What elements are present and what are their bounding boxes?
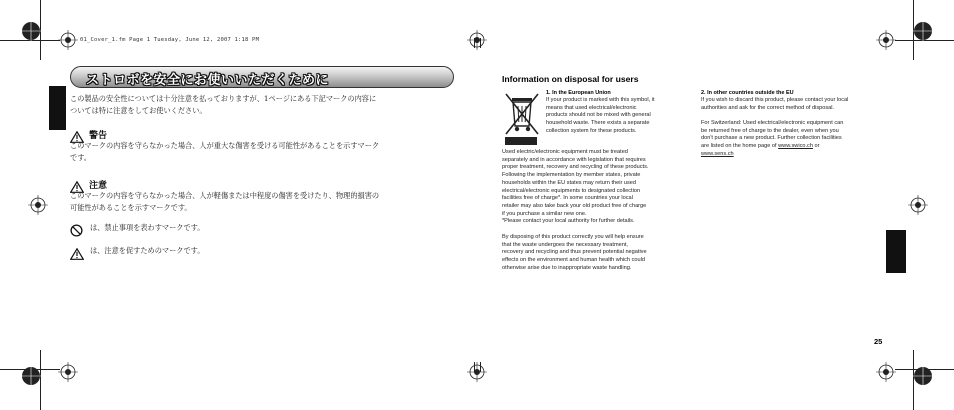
registration-mark-icon [28,195,48,215]
right-edge-tab [886,230,906,273]
warning-text-line: です。 [70,152,91,162]
section-title: ストロボを安全にお使いいただくために [86,73,330,88]
paragraph-line: effects on the environment and human health which could [502,257,645,264]
eu-line: collection system for these products. [546,127,637,134]
sens-link[interactable]: www.sens.ch [701,150,734,157]
paragraph-line: be returned free of charge to the dealer, even when you [701,127,839,134]
eu-line: means that used electrical/electronic [546,104,637,111]
registration-mark-icon [467,362,487,382]
warning-text [70,140,460,163]
paragraph-line: electrical/electronic equipments to designated collection [502,187,641,194]
section-title-banner [70,66,454,88]
paragraph-line: Used electric/electronic equipment must be treated [502,149,628,155]
registration-mark-icon [58,362,78,382]
prohibition-circle-icon [70,222,83,241]
prohibit-legend-text: は、禁止事項を表わすマークです。 [90,223,205,232]
switzerland-paragraph [701,120,891,159]
paragraph-line: otherwise arise due to inappropriate waste handling. [502,264,632,271]
other-countries-heading: 2. In other countries outside the EU [701,90,794,96]
paragraph-line: retailer may also take back your old product free of charge [502,202,647,209]
caution-text-line: このマークの内容を守らなかった場合、人が軽傷または中程度の傷害を受けたり、物理的損害の [70,191,380,200]
paragraph-line: that the waste undergoes the necessary treatment, [502,241,628,248]
eu-heading: 1. In the European Union [546,90,611,96]
paragraph-line: Following the implementation by member states, private [502,172,641,179]
warning-heading: 警告 [89,131,108,141]
warning-triangle-icon [70,245,84,264]
paragraph-line [701,151,891,159]
attention-legend-text: は、注意を促すためのマークです。 [90,246,205,255]
registration-mark-icon [876,30,896,50]
intro-line: ついては特に注意をしてお使いください。 [70,105,207,115]
paragraph-line: proper treatment, recovery and recycling of these products. [502,164,649,171]
paragraph-line: If you wish to discard this product, please contact your local [701,97,849,103]
paragraph-line: By disposing of this product correctly you will help ensure [502,234,644,240]
eu-line: household waste. There exists a separate [546,120,650,127]
benefit-paragraph [502,234,692,273]
eu-line: If your product is marked with this symbol, it [546,97,655,103]
registration-mark-icon [876,362,896,382]
registration-mark-icon [467,30,487,50]
other-countries-paragraph [701,97,891,112]
paragraph-line: if you purchase a similar new one. [502,210,587,217]
registration-mark-icon [21,366,41,386]
paragraph-line [701,143,891,151]
registration-mark-icon [913,366,933,386]
page-number: 25 [874,337,883,346]
disposal-title: Information on disposal for users [502,74,639,84]
registration-mark-icon [913,21,933,41]
crossed-out-wheelie-bin-icon [503,89,541,151]
intro-line: この製品の安全性については十分注意を払っておりますが、1ページにある下記マークの内容に [70,94,377,103]
caution-text-line: 可能性があることを示すマークです。 [70,202,192,212]
registration-mark-icon [58,30,78,50]
registration-mark-icon [21,21,41,41]
text-fragment: or [812,143,820,150]
warning-text-line: このマークの内容を守らなかった場合、人が重大な傷害を受ける可能性があることを示すマーク [70,141,380,150]
paragraph-line: separately and in accordance with legislation that requires [502,156,646,163]
text-fragment: are listed on the home page of [701,143,779,150]
caution-text [70,190,460,213]
registration-mark-icon [908,195,928,215]
caution-heading: 注意 [89,181,108,191]
paragraph-line: households within the EU states may return their used [502,179,637,186]
file-info-line: 01_Cover_1.fm Page 1 Tuesday, June 12, 2007 1:18 PM [80,37,260,43]
paragraph-line: authorities and ask for the correct method of disposal. [701,104,835,111]
swico-link[interactable]: www.swico.ch [778,143,813,150]
paragraph-line: don't purchase a new product. Further collection facilities [701,135,842,142]
eu-line: products should not be mixed with general [546,112,651,119]
intro-paragraph [70,93,460,116]
treatment-paragraph [502,149,692,226]
paragraph-line: recovery and recycling and thus prevent potential negative [502,249,647,256]
paragraph-line: *Please contact your local authority for further details. [502,218,635,225]
eu-paragraph [546,97,696,136]
paragraph-line: For Switzerland: Used electrical/electronic equipment can [701,120,844,126]
paragraph-line: facilities free of charge*. In some countries your local [502,195,633,202]
left-edge-tab [49,86,66,130]
